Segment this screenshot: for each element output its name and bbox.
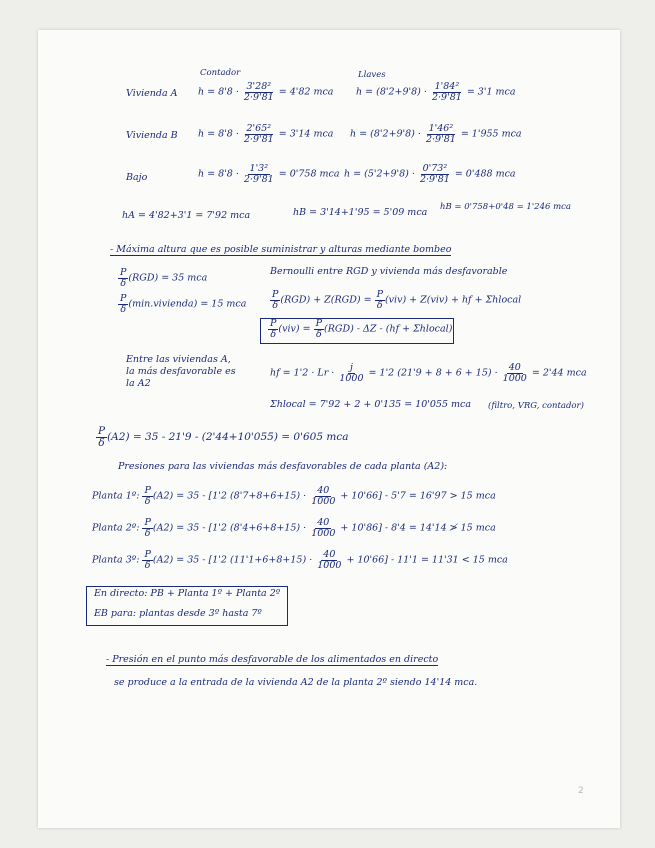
bernoulli-title: Bernoulli entre RGD y vivienda más desfavorable bbox=[270, 266, 508, 277]
hlocal-equation: Σhlocal = 7'92 + 2 + 0'135 = 10'055 mca bbox=[270, 399, 472, 410]
bracket-line-2: EB para: plantas desde 3º hasta 7º bbox=[94, 608, 262, 619]
section-title-presiones: Presiones para las viviendas más desfavorables de cada planta (A2): bbox=[118, 461, 448, 472]
sum-hbajo: hB = 0'758+0'48 = 1'246 mca bbox=[440, 202, 571, 212]
hf-equation: hf = 1'2 · Lr · $\frac{j}{1000}$ = 1'2 (21'9 + 8 + 6 + 15) · $\frac{40}{1000}$ = 2'44 mca bbox=[270, 362, 587, 384]
planta-3-equation: Planta 3º: $\frac{P}{\delta}$ (A2) = 35 - [1'2 (11'1+6+8+15) · $\frac{40}{1000}$ + 10'66] - 11'1 = 11'31 < 15 mca bbox=[92, 549, 508, 571]
formula-llaves-bajo: h = (5'2+9'8) · $\frac{\text{0'73²}}{2\cdot 9'81}$ = 0'488 mca bbox=[344, 163, 516, 185]
hlocal-note: (filtro, VRG, contador) bbox=[488, 401, 584, 411]
formula-llaves-a: h = (8'2+9'8) · $\frac{\text{1'84²}}{2\cdot 9'81}$ = 3'1 mca bbox=[356, 81, 516, 103]
header-contador: Contador bbox=[200, 68, 241, 78]
note-line-3: la A2 bbox=[126, 378, 151, 389]
note-line-2: la más desfavorable es bbox=[126, 366, 236, 377]
bernoulli-equation: $\frac{P}{\delta}$ (RGD) + Z(RGD) = $\frac{P}{\delta}$ (viv) + Z(viv) + hf + Σhlocal bbox=[272, 289, 522, 311]
boxed-equation: $\frac{P}{\delta}$ (viv) = $\frac{P}{\delta}$ (RGD) - ΔZ - (hf + Σhlocal) bbox=[270, 318, 453, 340]
section-title-presion-directo: - Presión en el punto más desfavorable de los alimentados en directo bbox=[106, 654, 439, 665]
planta-1-equation: Planta 1º: $\frac{P}{\delta}$ (A2) = 35 - [1'2 (8'7+8+6+15) · $\frac{40}{1000}$ + 10'66] - 5'7 = 16'97 > 15 mca bbox=[92, 485, 496, 507]
row-label-vivienda-a: Vivienda A bbox=[126, 88, 178, 99]
sum-ha: hA = 4'82+3'1 = 7'92 mca bbox=[122, 210, 251, 221]
note-line-1: Entre las viviendas A, bbox=[126, 354, 231, 365]
formula-llaves-b: h = (8'2+9'8) · $\frac{\text{1'46²}}{2\cdot 9'81}$ = 1'955 mca bbox=[350, 123, 522, 145]
page-number: 2 bbox=[578, 786, 584, 796]
p-a2-equation: $\frac{P}{\delta}$ (A2) = 35 - 21'9 - (2'44+10'055) = 0'605 mca bbox=[98, 425, 349, 449]
bracket-line-1: En directo: PB + Planta 1º + Planta 2º bbox=[94, 588, 281, 599]
sum-hb: hB = 3'14+1'95 = 5'09 mca bbox=[293, 207, 428, 218]
notebook-page bbox=[38, 30, 620, 828]
header-llaves: Llaves bbox=[358, 70, 386, 80]
p-min-vivienda: $\frac{P}{\delta}$ (min.vivienda) = 15 mca bbox=[120, 293, 247, 315]
p-rgd: $\frac{P}{\delta}$ (RGD) = 35 mca bbox=[120, 267, 208, 289]
formula-contador-b: h = 8'8 · $\frac{\text{2'65²}}{2\cdot 9'81}$ = 3'14 mca bbox=[198, 123, 334, 145]
row-label-bajo: Bajo bbox=[126, 172, 148, 183]
final-statement: se produce a la entrada de la vivienda A2 de la planta 2º siendo 14'14 mca. bbox=[114, 677, 478, 688]
formula-contador-a: h = 8'8 · $\frac{\text{3'28²}}{2\cdot 9'81}$ = 4'82 mca bbox=[198, 81, 334, 103]
section-title-max-altura: - Máxima altura que es posible suministrar y alturas mediante bombeo bbox=[110, 244, 452, 255]
planta-2-equation: Planta 2º: $\frac{P}{\delta}$ (A2) = 35 - [1'2 (8'4+6+8+15) · $\frac{40}{1000}$ + 10'86] - 8'4 = 14'14 ≯ 15 mca bbox=[92, 517, 496, 539]
formula-contador-bajo: h = 8'8 · $\frac{\text{1'3²}}{2\cdot 9'81}$ = 0'758 mca bbox=[198, 163, 340, 185]
row-label-vivienda-b: Vivienda B bbox=[126, 130, 178, 141]
